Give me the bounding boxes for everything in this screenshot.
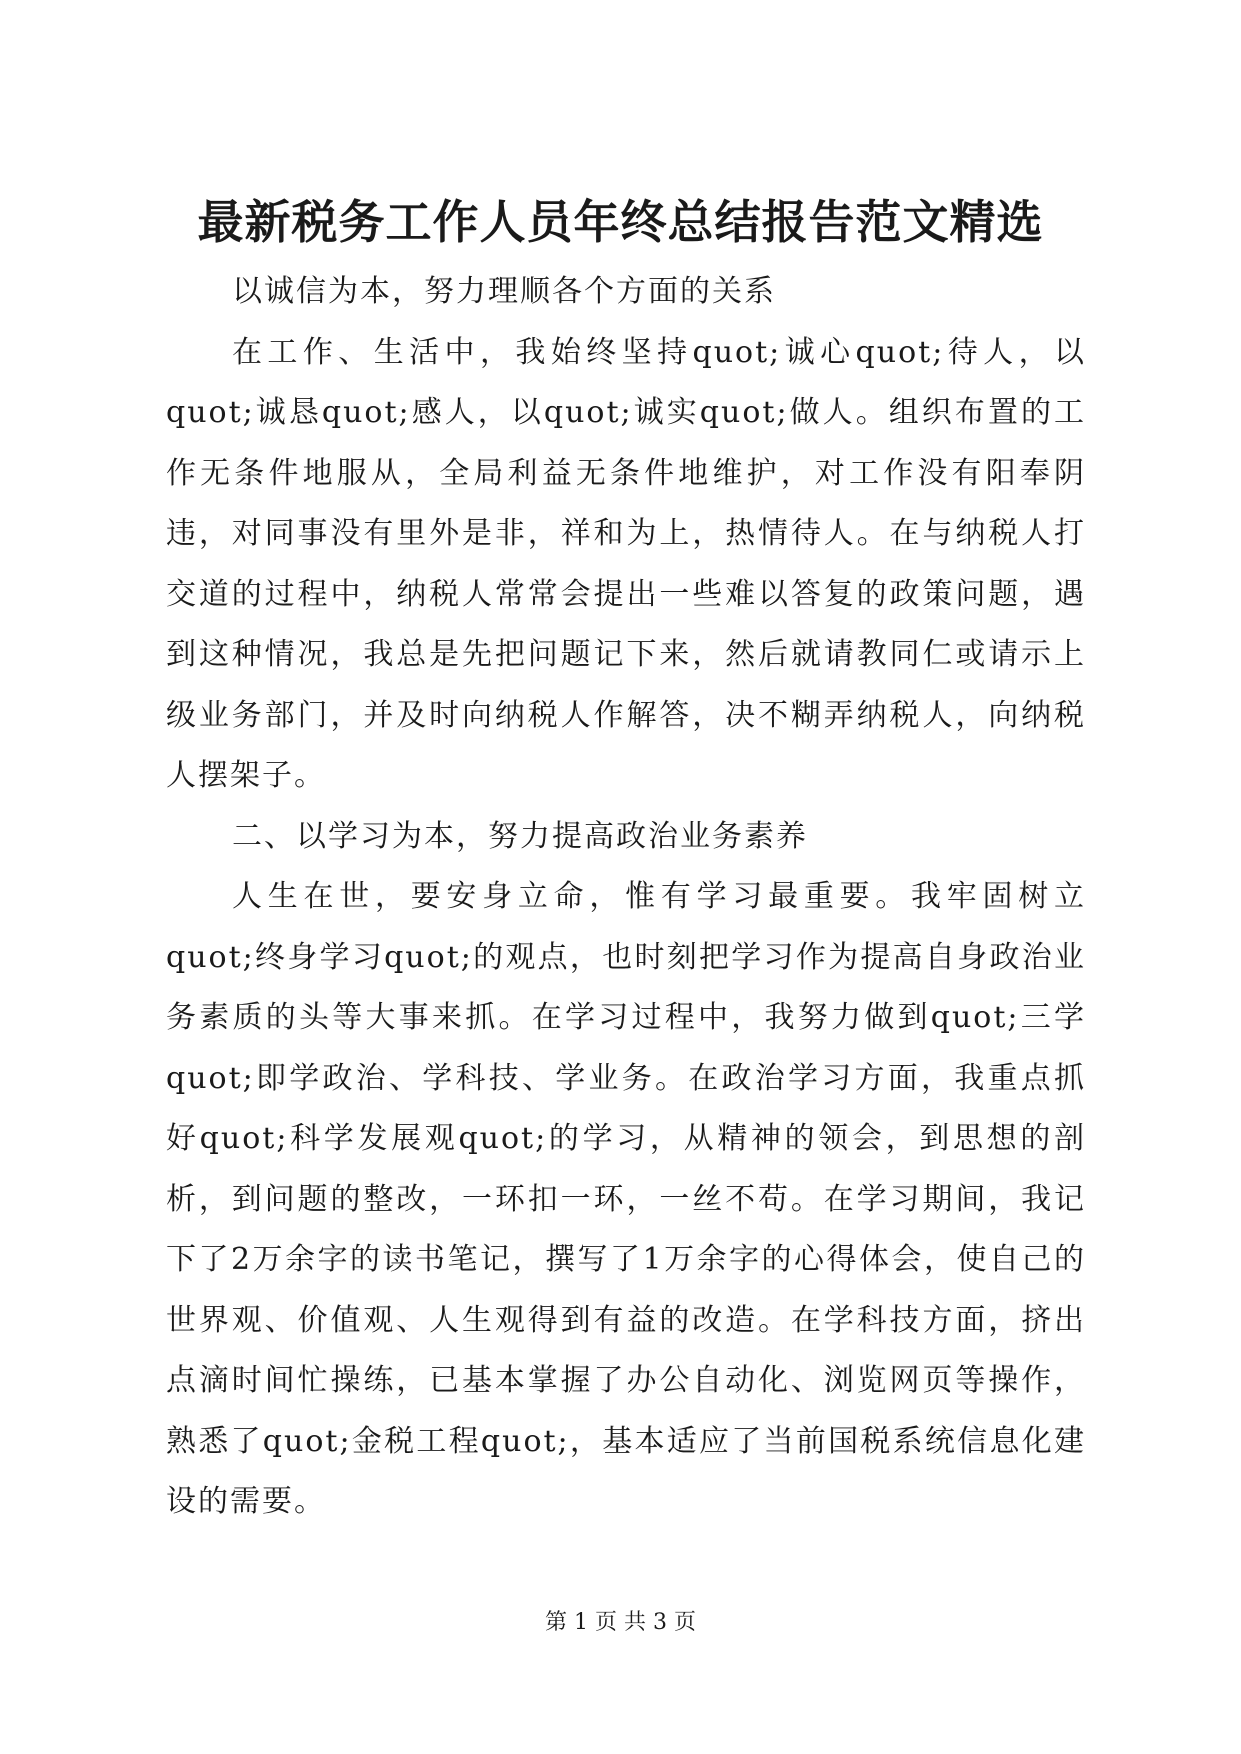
document-title: 最新税务工作人员年终总结报告范文精选: [197, 195, 1044, 249]
document-body: [166, 262, 1086, 1533]
page-number-label: 第 1 页 共 3 页: [545, 1610, 696, 1635]
paragraph-4: 人生在世，要安身立命，惟有学习最重要。我牢固树立quot;终身学习quot;的观点，也时刻把学习作为提高自身政治业务素质的头等大事来抓。在学习过程中，我努力做到quot;三学quot;即学政治、学科技、学业务。在政治学习方面，我重点抓好quot;科学发展观quot;的学习，从精神的领会，到思想的剖析，到问题的整改，一环扣一环，一丝不苟。在学习期间，我记下了2万余字的读书笔记，撰写了1万余字的心得体会，使自己的世界观、价值观、人生观得到有益的改造。在学科技方面，挤出点滴时间忙操练，已基本掌握了办公自动化、浏览网页等操作，熟悉了quot;金税工程quot;，基本适应了当前国税系统信息化建设的需要。: [166, 879, 1086, 1519]
paragraph-1: 以诚信为本，努力理顺各个方面的关系: [232, 274, 776, 309]
paragraph-3-heading: 二、以学习为本，努力提高政治业务素养: [232, 818, 808, 854]
page-footer: [0, 1608, 1241, 1638]
paragraph-2: 在工作、生活中，我始终坚持quot;诚心quot;待人，以quot;诚恳quot;感人，以quot;诚实quot;做人。组织布置的工作无条件地服从，全局利益无条件地维护，对工作没有阳奉阴违，对同事没有里外是非，祥和为上，热情待人。在与纳税人打交道的过程中，纳税人常常会提出一些难以答复的政策问题，遇到这种情况，我总是先把问题记下来，然后就请教同仁或请示上级业务部门，并及时向纳税人作解答，决不糊弄纳税人，向纳税人摆架子。: [166, 334, 1086, 793]
